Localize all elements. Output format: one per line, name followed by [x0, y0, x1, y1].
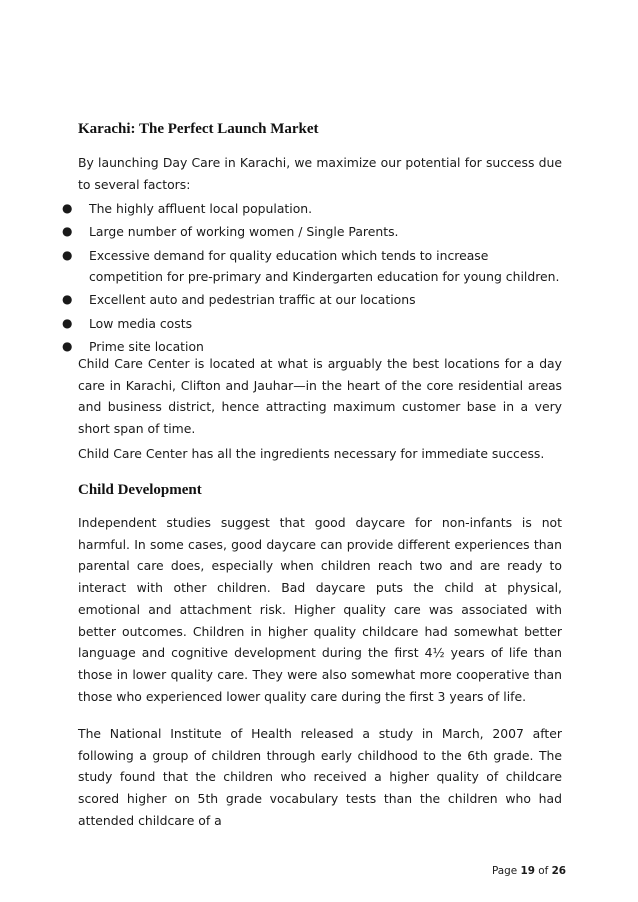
bullet-text: The highly affluent local population.	[89, 201, 313, 216]
bullet-icon: ●	[62, 201, 73, 215]
child-development-paragraph: Independent studies suggest that good daycare for non-infants is not harmful. In some cases, good daycare can provide different experiences than parental care does, especially when children reach two and are ready to interact with other children. Bad daycare puts the child at physical, emotional and attachment risk. Higher quality care was associated with better outcomes. Children in higher quality childcare had somewhat better language and cognitive development during the first 4½ years of life than those in lower quality care. They were also somewhat more cooperative than those who experienced lower quality care during the first 3 years of life.	[78, 515, 562, 704]
page-number: 19	[520, 865, 535, 877]
bullet-text: Low media costs	[89, 315, 193, 331]
location-paragraph: Child Care Center is located at what is arguably the best locations for a day care in Karachi, Clifton and Jauhar—in the heart of the core residential areas and business district, hence attracting maximum customer base in a very short span of time.	[78, 356, 562, 437]
bullet-icon: ●	[62, 224, 73, 239]
section-heading-child-development: Child Development	[78, 482, 202, 498]
bullet-text: Excessive demand for quality education which tends to increase competition for pre-primary and Kindergarten education for young children.	[89, 247, 560, 284]
total-pages: 26	[551, 865, 567, 877]
bullet-icon: ●	[62, 338, 73, 353]
bullet-text: Excellent auto and pedestrian traffic at our locations	[89, 292, 416, 308]
success-paragraph: Child Care Center has all the ingredients necessary for immediate success.	[78, 446, 545, 461]
of-label: of	[538, 865, 549, 877]
bullet-icon: ●	[62, 247, 73, 262]
intro-paragraph: By launching Day Care in Karachi, we maximize our potential for success due to several factors:	[78, 155, 562, 192]
page-label: Page	[492, 865, 518, 877]
bullet-icon: ●	[62, 315, 73, 330]
nih-study-paragraph: The National Institute of Health released a study in March, 2007 after following a group of children through early childhood to the 6th grade. The study found that the children who received a higher quality of childcare scored higher on 5th grade vocabulary tests than the children who had attended childcare of a	[78, 726, 562, 828]
bullet-item	[62, 198, 562, 219]
factors-bullet-list	[62, 198, 562, 359]
section-heading-karachi: Karachi: The Perfect Launch Market	[78, 121, 319, 137]
bullet-item	[62, 221, 562, 242]
bullet-item	[62, 289, 562, 310]
bullet-text: Prime site location	[89, 338, 204, 354]
bullet-item	[62, 245, 562, 287]
bullet-icon: ●	[62, 292, 73, 307]
bullet-item	[62, 313, 562, 334]
page-footer	[492, 864, 566, 878]
bullet-text: Large number of working women / Single Parents.	[89, 224, 399, 240]
